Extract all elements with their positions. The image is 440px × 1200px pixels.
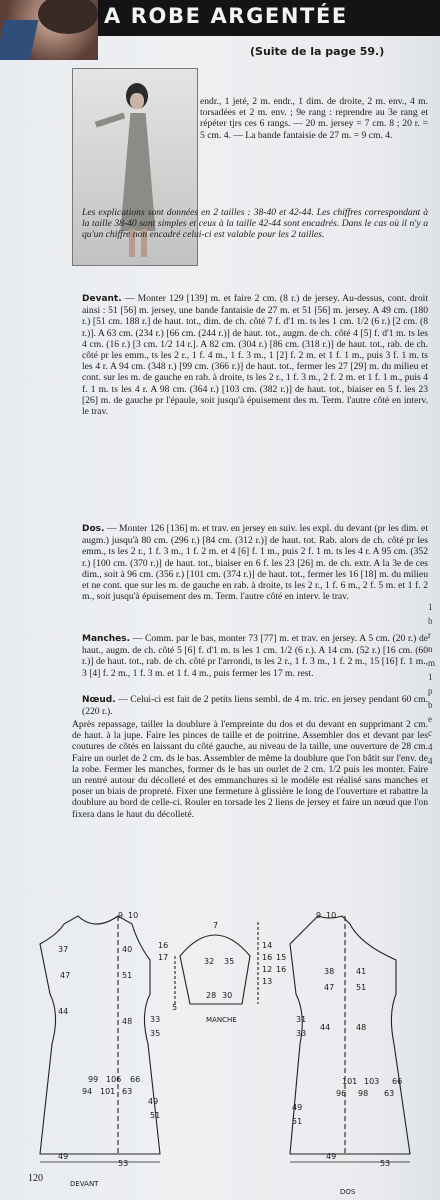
devant-v8: 51 (150, 1111, 161, 1120)
strip-letter: r (428, 630, 431, 640)
dos-v6: 103 (364, 1077, 380, 1086)
strip-letter: m (428, 658, 436, 668)
devant-r3: 16 (158, 941, 169, 950)
dos-v5: 98 (358, 1089, 369, 1098)
strip-letter: b (428, 616, 433, 626)
dos-v3: 96 (336, 1089, 347, 1098)
devant-heading: Devant. (82, 294, 122, 304)
manche-w4: 30 (222, 991, 233, 1000)
devant-r9: 35 (150, 1029, 161, 1038)
manche-h4: 13 (262, 977, 273, 986)
noeud-paragraph (82, 694, 428, 717)
dos-text: — Monter 126 [136] m. et trav. en jersey en suiv. les expl. du devant (pr les dim. et augm.) jusqu'à 80 cm. (296 r.) [84 cm. (312 r.)] de haut. tot. Rab. alors de ch. côté pr les emm., ts les 2 r., 1 f. 3 m., 1 f. 2 m. et 4 [6] f. 1 m., puis 2 f. 1 m. ts les 4 r. A 95 cm. (352 r.) [100 cm. (370 r.)] de haut. tot., biaiser en 6 f. les 23 [26] m. de ch. extr. A la 3e de ces dim., soit à 96 cm. (356 r.) [101 cm. (374 r.)] de haut. tot., fermer les 16 [18] m. du milieu et ne cont. que sur les m. de gauche en rab. à droite, ts les 2 r., 1 f. 6 m., 2 f. 5 m. et 1 f. 2 m., soit jusqu'à épuisement des m. Term. l'autre côté en interv. le trav. (82, 523, 428, 603)
manche-h5: 15 (276, 953, 287, 962)
strip-letter: n (428, 644, 433, 654)
page-number: 120 (28, 1173, 43, 1184)
dos-v7: 63 (384, 1089, 395, 1098)
devant-r4: 47 (60, 971, 71, 980)
noeud-heading: Nœud. (82, 695, 116, 705)
manche-top: 7 (213, 921, 219, 930)
devant-r3b: 17 (158, 953, 169, 962)
pattern-diagram (0, 904, 440, 1200)
devant-v6: 66 (130, 1075, 141, 1084)
dos-heading: Dos. (82, 524, 105, 534)
manche-h6: 16 (276, 965, 287, 974)
corner-photo (0, 0, 98, 60)
devant-r7: 48 (122, 1017, 133, 1026)
manche-pattern (175, 922, 258, 1004)
devant-top-b: 10 (128, 911, 139, 920)
dos-b1: 49 (326, 1152, 337, 1161)
devant-v7: 49 (148, 1097, 159, 1106)
manche-w1: 32 (204, 957, 215, 966)
dos-r5: 44 (320, 1023, 331, 1032)
manche-s1: 5 (172, 1003, 178, 1012)
devant-text: — Monter 129 [139] m. et faire 2 cm. (8 r.) de jersey. Au-dessus, cont. droit ainsi : 51 [56] m. jersey, une bande fantaisie de 27 m. et 51 [56] m. jersey. A 49 cm. (180 r.) [51 cm. 188 r.] de haut. tot., dim. de ch. côté 7 f. d'1 m. ts les 1 cm. 1/2 (6 r.) [2 cm. (8 r.)]. A 63 cm. (234 r.) [66 cm. (244 r.)] de haut. tot., augm. de ch. côté 4 [5] f. d'1 m. ts les 4 cm. (16 r.) [3 cm. 1/2 14 r.]. A 82 cm. (304 r.) [86 cm. (318 r.)] de haut. tot., rab. de ch. côté pr les emm., ts les 2 r., 1 f. 4 m., 1 f. 3 m., 1 [2] f. 2 m. et 1 f. 1 m., puis 3 f. 1 m. ts les 4 r. A 94 cm. (348 r.) [99 cm. (366 r.)] de haut. tot., fermer les 27 [29] m. du milieu et cont. sur les m. de gauche en rab. à droite, ts les 2 r., 1 f. 3 m., 2 f. 2 m. et 1 f. 1 m., puis 4 f. 1 m. ts les 4 r. A 98 cm. (364 r.) [103 cm. (382 r.)] de haut. tot., biaiser en 5 f. les 23 [26] m. de gauche pr l'épaule, soit jusqu'à épuisement des m. Term. l'autre côté en interv. le trav. (82, 293, 428, 418)
manches-heading: Manches. (82, 634, 131, 644)
strip-letter: b (428, 700, 433, 710)
adjacent-page-strip (428, 600, 440, 768)
manche-h3: 12 (262, 965, 273, 974)
strip-letter: 1 (428, 602, 433, 612)
devant-r8: 33 (150, 1015, 161, 1024)
dos-v9: 49 (292, 1103, 303, 1112)
page-title: A ROBE ARGENTÉE (104, 4, 348, 28)
devant-label: DEVANT (70, 1180, 99, 1188)
dos-r2: 41 (356, 967, 367, 976)
devant-r5: 51 (122, 971, 133, 980)
dos-r1: 38 (324, 967, 335, 976)
manches-paragraph (82, 633, 428, 679)
assembly-paragraph: Après repassage, tailler la doublure à l'empreinte du dos et du devant en supprimant 2 cm. de haut. à la jupe. Faire les pinces de taille et de poitrine. Assembler dos et devant par les coutures de côtés en laissant du côté gauche, au niveau de la taille, une ouverture de 28 cm. Faire un ourlet de 2 cm. ds le bas. Assembler de même la doublure que l'on bâtit sur l'env. de la robe. Fermer les manches, former ds le bas un ourlet de 2 cm. 1/2 puis les monter. Faire un rentré autour du décolleté et des emmanchures si le modèle est réalisé sans manches et poser un biais de propreté. Fixer une fermeture à glissière le long de l'ouverture et rabattre la doublure au bord de celle-ci. Rouler en torsade les 2 liens de jersey et faire un nœud que l'on fixera dans le haut du décolleté. (72, 719, 428, 820)
dos-v4: 101 (342, 1077, 358, 1086)
noeud-text: — Celui-ci est fait de 2 petits liens sembl. de 4 m. tric. en jersey pendant 60 cm. (220 r.). (82, 694, 428, 718)
dos-b2: 53 (380, 1159, 391, 1168)
knitting-stitch-text: endr., 1 jeté, 2 m. endr., 1 dim. de droite, 2 m. env., 4 m. torsadées et 2 m. env. ; 9e rang : reprendre au 3e rang et répéter tjrs ces 6 rangs. — 20 m. jersey = 7 cm. 8 ; 20 r. = 5 cm. 4. — La bande fantaisie de 27 m. = 9 cm. 4. (200, 96, 428, 141)
dos-v10: 51 (292, 1117, 303, 1126)
dos-r4: 51 (356, 983, 367, 992)
strip-letter: p (428, 686, 433, 696)
strip-letter: 4 (428, 742, 433, 752)
devant-b2: 53 (118, 1159, 129, 1168)
manche-label: MANCHE (206, 1016, 237, 1024)
strip-letter: 1 (428, 672, 433, 682)
dos-top-b: 10 (326, 911, 337, 920)
dos-label: DOS (340, 1188, 356, 1196)
devant-v5: 63 (122, 1087, 133, 1096)
dos-v2: 33 (296, 1029, 307, 1038)
devant-r6: 44 (58, 1007, 69, 1016)
devant-v2: 99 (88, 1075, 99, 1084)
dos-v1: 31 (296, 1015, 307, 1024)
strip-letter: 4 (428, 756, 433, 766)
devant-v3: 101 (100, 1087, 116, 1096)
dos-pattern (290, 916, 410, 1162)
strip-letter: c (428, 728, 432, 738)
devant-r1: 37 (58, 945, 69, 954)
dos-top-a: 9 (316, 911, 322, 920)
manche-h2: 16 (262, 953, 273, 962)
sizes-note: Les explications sont données en 2 tailles : 38-40 et 42-44. Les chiffres correspondant à la taille 38-40 sont simples et ceux à la taille 42-44 sont encadrés. Dans le cas où il n'y a qu'un chiffre non encadré celui-ci est valable pour les 2 tailles. (82, 207, 428, 241)
continued-note: (Suite de la page 59.) (250, 45, 385, 58)
manches-text: — Comm. par le bas, monter 73 [77] m. et trav. en jersey. A 5 cm. (20 r.) de haut., augm. de ch. côté 5 [6] f. d'1 m. ts les 1 cm. 1/2 (6 r.). A 14 cm. (52 r.) [16 cm. (60 r.)] de haut. tot., rab. de ch. côté pr l'arrondi, ts les 2 r., 1 f. 3 m., 1 f. 2 m., 15 [16] f. 1 m., 3 [4] f. 2 m., 1 f. 3 m. et 1 f. 4 m., puis fermer les 17 m. rest. (82, 633, 428, 679)
devant-paragraph (82, 293, 428, 417)
strip-letter: e (428, 714, 432, 724)
devant-r2: 40 (122, 945, 133, 954)
dos-paragraph (82, 523, 428, 602)
devant-b1: 49 (58, 1152, 69, 1161)
devant-v1: 94 (82, 1087, 93, 1096)
manche-w2: 35 (224, 957, 235, 966)
manche-h1: 14 (262, 941, 273, 950)
dos-v8: 66 (392, 1077, 403, 1086)
devant-top-a: 9 (118, 911, 124, 920)
dos-r6: 48 (356, 1023, 367, 1032)
manche-w3: 28 (206, 991, 217, 1000)
devant-v4: 106 (106, 1075, 122, 1084)
dos-r3: 47 (324, 983, 335, 992)
